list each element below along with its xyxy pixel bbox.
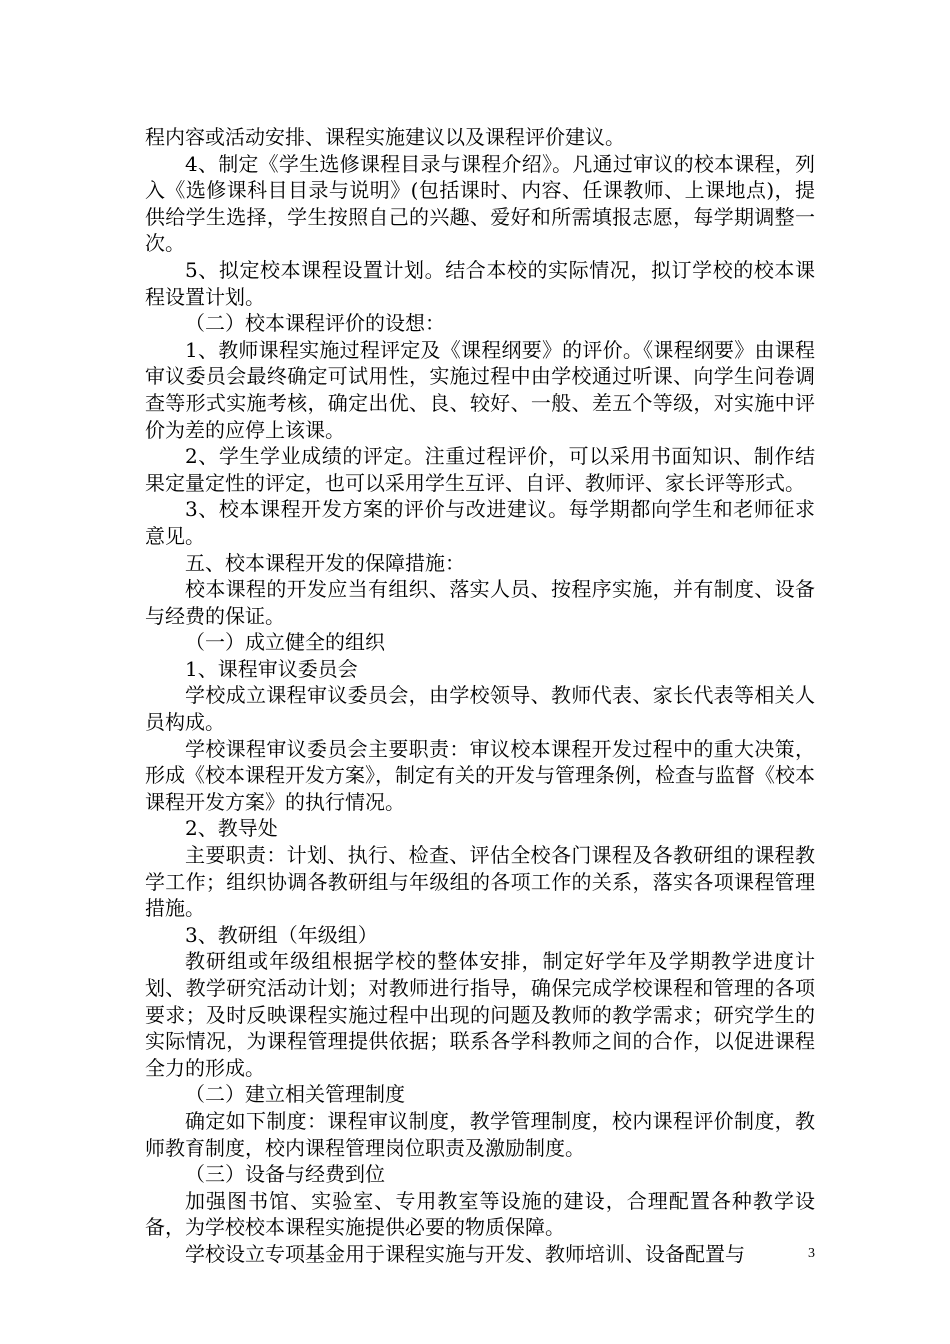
paragraph: 3、校本课程开发方案的评价与改进建议。每学期都向学生和老师征求意见。 — [145, 497, 815, 548]
section-heading: 五、校本课程开发的保障措施： — [185, 550, 465, 575]
section-heading: （三）设备与经费到位 — [185, 1162, 385, 1187]
section-heading: （二）建立相关管理制度 — [185, 1082, 405, 1107]
paragraph: 1、教师课程实施过程评定及《课程纲要》的评价。《课程纲要》由课程审议委员会最终确定可试用性，实施过程中由学校通过听课、向学生问卷调查等形式实施考核，确定出优、良、较好、一般、差五个等级，对实施中评价为差的应停上该课。 — [145, 337, 815, 442]
paragraph: 程内容或活动安排、课程实施建议以及课程评价建议。 — [145, 125, 625, 149]
subsection-heading: 3、教研组（年级组） — [185, 922, 378, 947]
paragraph: 校本课程的开发应当有组织、落实人员、按程序实施，并有制度、设备与经费的保证。 — [145, 577, 815, 628]
paragraph: 加强图书馆、实验室、专用教室等设施的建设，合理配置各种教学设备，为学校校本课程实施提供必要的物质保障。 — [145, 1188, 815, 1240]
paragraph: 学校课程审议委员会主要职责：审议校本课程开发过程中的重大决策，形成《校本课程开发方案》，制定有关的开发与管理条例，检查与监督《校本课程开发方案》的执行情况。 — [145, 736, 815, 814]
body-text — [145, 124, 815, 1268]
paragraph: 5、拟定校本课程设置计划。结合本校的实际情况，拟订学校的校本课程设置计划。 — [145, 257, 815, 309]
page-number: 3 — [808, 1246, 815, 1261]
subsection-heading: 1、课程审议委员会 — [185, 656, 358, 681]
paragraph: 学校成立课程审议委员会，由学校领导、教师代表、家长代表等相关人员构成。 — [145, 683, 815, 735]
subsection-heading: 2、教导处 — [185, 816, 278, 841]
paragraph: 4、制定《学生选修课程目录与课程介绍》。凡通过审议的校本课程，列入《选修课科目目录与说明》(包括课时、内容、任课教师、上课地点)，提供给学生选择，学生按照自己的兴趣、爱好和所需填报志愿，每学期调整一次。 — [145, 151, 815, 256]
paragraph: 2、学生学业成绩的评定。注重过程评价，可以采用书面知识、制作结果定量定性的评定，也可以采用学生互评、自评、教师评、家长评等形式。 — [145, 444, 815, 495]
paragraph: 教研组或年级组根据学校的整体安排，制定好学年及学期教学进度计划、教学研究活动计划；对教师进行指导，确保完成学校课程和管理的各项要求；及时反映课程实施过程中出现的问题及教师的教学需求；研究学生的实际情况，为课程管理提供依据；联系各学科教师之间的合作，以促进课程全力的形成。 — [145, 949, 815, 1080]
section-heading: （二）校本课程评价的设想： — [185, 311, 445, 336]
paragraph: 确定如下制度：课程审议制度，教学管理制度，校内课程评价制度，教师教育制度，校内课程管理岗位职责及激励制度。 — [145, 1108, 815, 1160]
paragraph: 主要职责：计划、执行、检查、评估全校各门课程及各教研组的课程教学工作；组织协调各教研组与年级组的各项工作的关系，落实各项课程管理措施。 — [145, 843, 815, 921]
paragraph: 学校设立专项基金用于课程实施与开发、教师培训、设备配置与 — [185, 1241, 745, 1266]
section-heading: （一）成立健全的组织 — [185, 630, 385, 655]
